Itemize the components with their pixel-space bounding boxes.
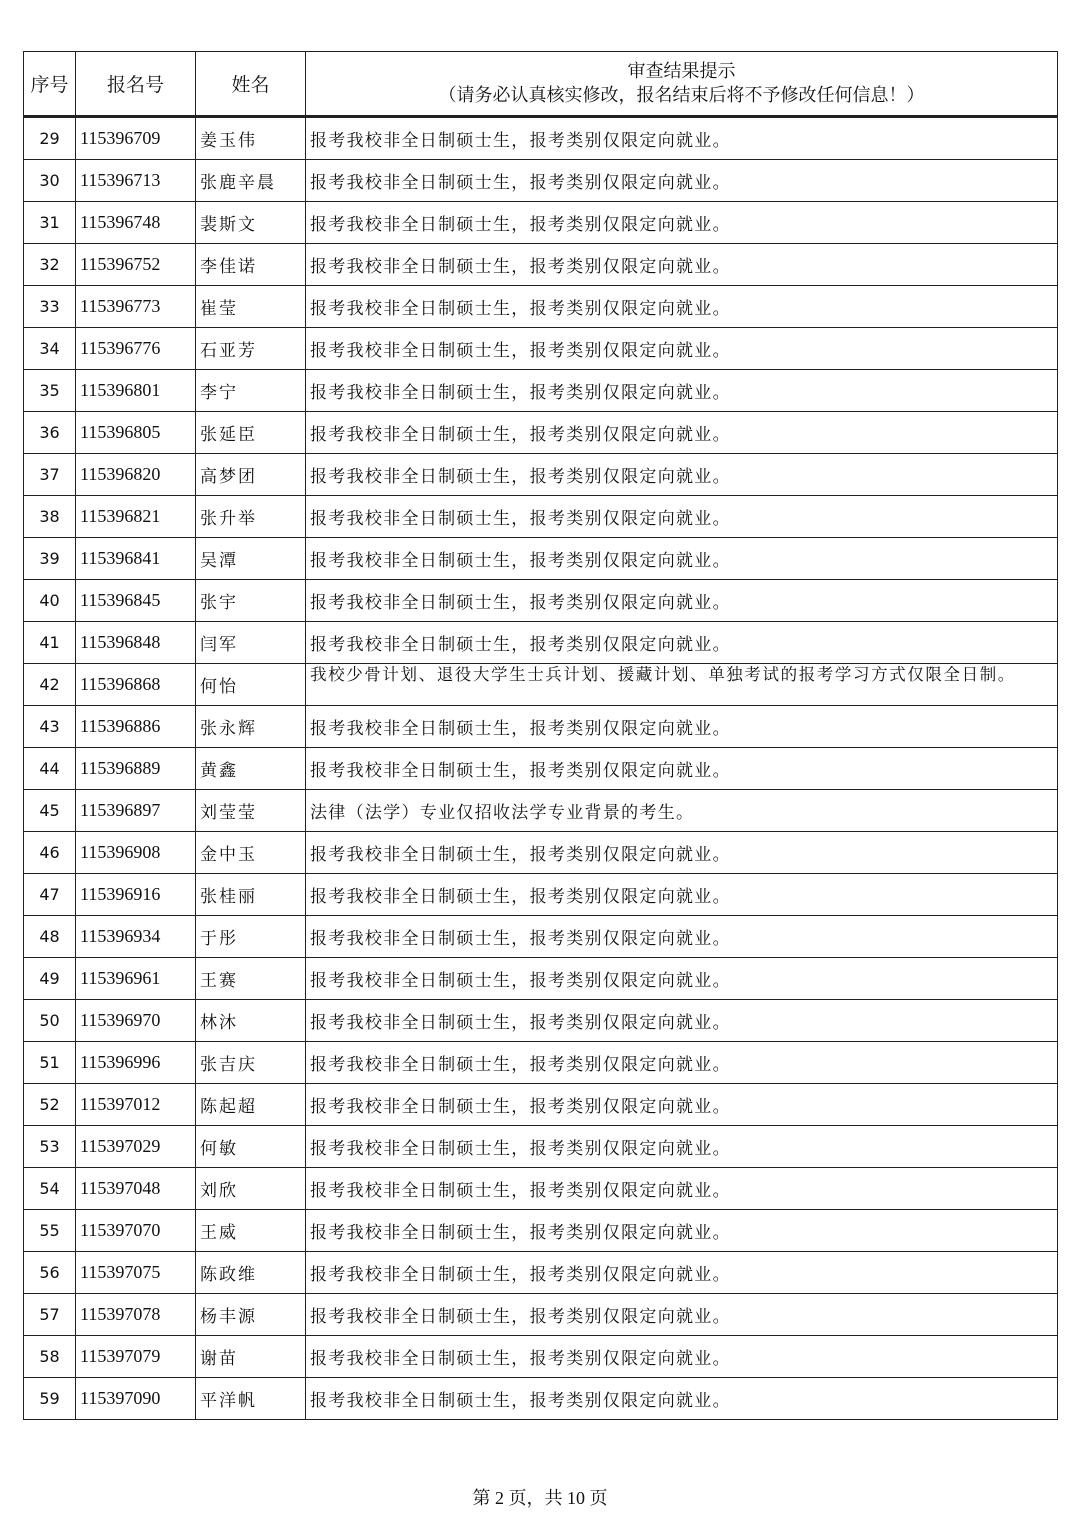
row-seq-cell: 51	[24, 1042, 76, 1084]
row-seq-cell: 35	[24, 370, 76, 412]
header-regno: 报名号	[76, 52, 196, 117]
row-review-note-cell: 报考我校非全日制硕士生，报考类别仅限定向就业。	[306, 706, 1058, 748]
row-regno-cell: 115397075	[76, 1252, 196, 1294]
row-regno-cell: 115397078	[76, 1294, 196, 1336]
row-regno-cell: 115397070	[76, 1210, 196, 1252]
row-regno-cell: 115396961	[76, 958, 196, 1000]
table-row	[24, 1336, 1058, 1378]
row-review-note-cell: 报考我校非全日制硕士生，报考类别仅限定向就业。	[306, 328, 1058, 370]
row-regno-cell: 115396848	[76, 622, 196, 664]
table-row	[24, 832, 1058, 874]
row-review-note-cell: 报考我校非全日制硕士生，报考类别仅限定向就业。	[306, 1336, 1058, 1378]
row-review-note-cell: 报考我校非全日制硕士生，报考类别仅限定向就业。	[306, 1000, 1058, 1042]
row-review-note-cell: 报考我校非全日制硕士生，报考类别仅限定向就业。	[306, 370, 1058, 412]
table-row	[24, 538, 1058, 580]
table-row	[24, 874, 1058, 916]
table-header	[24, 52, 1058, 117]
row-regno-cell: 115396868	[76, 664, 196, 706]
row-regno-cell: 115396821	[76, 496, 196, 538]
row-name-cell: 刘莹莹	[196, 790, 306, 832]
table-row	[24, 622, 1058, 664]
row-name-cell: 杨丰源	[196, 1294, 306, 1336]
row-seq-cell: 34	[24, 328, 76, 370]
row-seq-cell: 57	[24, 1294, 76, 1336]
row-name-cell: 石亚芳	[196, 328, 306, 370]
row-review-note-cell: 报考我校非全日制硕士生，报考类别仅限定向就业。	[306, 538, 1058, 580]
row-name-cell: 崔莹	[196, 286, 306, 328]
row-seq-cell: 43	[24, 706, 76, 748]
row-regno-cell: 115396886	[76, 706, 196, 748]
row-regno-cell: 115396801	[76, 370, 196, 412]
row-review-note-cell: 报考我校非全日制硕士生，报考类别仅限定向就业。	[306, 1294, 1058, 1336]
row-name-cell: 裴斯文	[196, 202, 306, 244]
row-name-cell: 平洋帆	[196, 1378, 306, 1420]
row-seq-cell: 29	[24, 117, 76, 160]
row-review-note-cell: 报考我校非全日制硕士生，报考类别仅限定向就业。	[306, 748, 1058, 790]
row-regno-cell: 115396934	[76, 916, 196, 958]
row-regno-cell: 115396805	[76, 412, 196, 454]
row-review-note-cell: 报考我校非全日制硕士生，报考类别仅限定向就业。	[306, 412, 1058, 454]
header-name: 姓名	[196, 52, 306, 117]
row-name-cell: 吴潭	[196, 538, 306, 580]
row-review-note-cell: 报考我校非全日制硕士生，报考类别仅限定向就业。	[306, 286, 1058, 328]
row-review-note-cell: 报考我校非全日制硕士生，报考类别仅限定向就业。	[306, 958, 1058, 1000]
row-seq-cell: 49	[24, 958, 76, 1000]
table-row	[24, 370, 1058, 412]
row-regno-cell: 115397012	[76, 1084, 196, 1126]
row-seq-cell: 59	[24, 1378, 76, 1420]
table-row	[24, 286, 1058, 328]
header-row	[24, 52, 1058, 117]
table-row	[24, 1126, 1058, 1168]
row-name-cell: 王赛	[196, 958, 306, 1000]
row-regno-cell: 115396970	[76, 1000, 196, 1042]
row-seq-cell: 54	[24, 1168, 76, 1210]
table-row	[24, 1168, 1058, 1210]
row-seq-cell: 55	[24, 1210, 76, 1252]
row-review-note-cell: 报考我校非全日制硕士生，报考类别仅限定向就业。	[306, 1252, 1058, 1294]
row-seq-cell: 37	[24, 454, 76, 496]
row-review-note-cell: 报考我校非全日制硕士生，报考类别仅限定向就业。	[306, 160, 1058, 202]
row-name-cell: 谢苗	[196, 1336, 306, 1378]
table-row	[24, 454, 1058, 496]
row-seq-cell: 40	[24, 580, 76, 622]
table-row	[24, 748, 1058, 790]
row-seq-cell: 31	[24, 202, 76, 244]
table-row	[24, 1084, 1058, 1126]
table-row	[24, 790, 1058, 832]
row-review-note-cell: 报考我校非全日制硕士生，报考类别仅限定向就业。	[306, 117, 1058, 160]
row-review-note-cell: 报考我校非全日制硕士生，报考类别仅限定向就业。	[306, 1084, 1058, 1126]
row-seq-cell: 58	[24, 1336, 76, 1378]
table-row	[24, 1210, 1058, 1252]
row-seq-cell: 38	[24, 496, 76, 538]
row-review-note-cell: 报考我校非全日制硕士生，报考类别仅限定向就业。	[306, 874, 1058, 916]
row-name-cell: 陈政维	[196, 1252, 306, 1294]
row-name-cell: 张升举	[196, 496, 306, 538]
row-seq-cell: 32	[24, 244, 76, 286]
row-name-cell: 闫军	[196, 622, 306, 664]
row-seq-cell: 48	[24, 916, 76, 958]
row-regno-cell: 115396713	[76, 160, 196, 202]
row-name-cell: 何怡	[196, 664, 306, 706]
row-regno-cell: 115396820	[76, 454, 196, 496]
row-regno-cell: 115396845	[76, 580, 196, 622]
row-review-note-cell: 报考我校非全日制硕士生，报考类别仅限定向就业。	[306, 1042, 1058, 1084]
row-review-note-cell: 法律（法学）专业仅招收法学专业背景的考生。	[306, 790, 1058, 832]
row-regno-cell: 115396897	[76, 790, 196, 832]
table-body	[24, 117, 1058, 1420]
row-seq-cell: 44	[24, 748, 76, 790]
row-seq-cell: 36	[24, 412, 76, 454]
row-regno-cell: 115396752	[76, 244, 196, 286]
row-review-note-cell: 报考我校非全日制硕士生，报考类别仅限定向就业。	[306, 454, 1058, 496]
row-seq-cell: 39	[24, 538, 76, 580]
row-seq-cell: 50	[24, 1000, 76, 1042]
row-name-cell: 张永辉	[196, 706, 306, 748]
row-name-cell: 王威	[196, 1210, 306, 1252]
table-row	[24, 1042, 1058, 1084]
row-regno-cell: 115396996	[76, 1042, 196, 1084]
table-row	[24, 664, 1058, 706]
header-review-note	[306, 52, 1058, 117]
header-review-note-title: 审查结果提示	[627, 60, 736, 82]
row-seq-cell: 41	[24, 622, 76, 664]
row-name-cell: 林沐	[196, 1000, 306, 1042]
row-name-cell: 张吉庆	[196, 1042, 306, 1084]
row-review-note-cell: 报考我校非全日制硕士生，报考类别仅限定向就业。	[306, 202, 1058, 244]
row-review-note-cell: 报考我校非全日制硕士生，报考类别仅限定向就业。	[306, 244, 1058, 286]
review-results-table	[23, 51, 1058, 1420]
table-row	[24, 1294, 1058, 1336]
row-regno-cell: 115396908	[76, 832, 196, 874]
row-regno-cell: 115396773	[76, 286, 196, 328]
row-review-note-cell: 报考我校非全日制硕士生，报考类别仅限定向就业。	[306, 622, 1058, 664]
row-seq-cell: 53	[24, 1126, 76, 1168]
row-regno-cell: 115396748	[76, 202, 196, 244]
row-name-cell: 张宇	[196, 580, 306, 622]
table-row	[24, 1378, 1058, 1420]
row-seq-cell: 56	[24, 1252, 76, 1294]
row-regno-cell: 115397079	[76, 1336, 196, 1378]
table-row	[24, 1252, 1058, 1294]
row-name-cell: 张延臣	[196, 412, 306, 454]
row-name-cell: 高梦团	[196, 454, 306, 496]
row-review-note-cell: 报考我校非全日制硕士生，报考类别仅限定向就业。	[306, 580, 1058, 622]
row-seq-cell: 47	[24, 874, 76, 916]
table-row	[24, 1000, 1058, 1042]
row-name-cell: 张桂丽	[196, 874, 306, 916]
row-name-cell: 于彤	[196, 916, 306, 958]
row-review-note-cell: 报考我校非全日制硕士生，报考类别仅限定向就业。	[306, 1126, 1058, 1168]
row-seq-cell: 30	[24, 160, 76, 202]
row-review-note-cell: 报考我校非全日制硕士生，报考类别仅限定向就业。	[306, 916, 1058, 958]
table-row	[24, 160, 1058, 202]
table-row	[24, 244, 1058, 286]
row-regno-cell: 115396776	[76, 328, 196, 370]
row-regno-cell: 115397048	[76, 1168, 196, 1210]
row-regno-cell: 115396889	[76, 748, 196, 790]
row-name-cell: 李宁	[196, 370, 306, 412]
row-seq-cell: 33	[24, 286, 76, 328]
table-row	[24, 496, 1058, 538]
header-seq: 序号	[24, 52, 76, 117]
table-row	[24, 202, 1058, 244]
page-number-footer: 第 2 页，共 10 页	[472, 1488, 608, 1508]
table-row	[24, 580, 1058, 622]
table-row	[24, 958, 1058, 1000]
row-name-cell: 刘欣	[196, 1168, 306, 1210]
row-regno-cell: 115397029	[76, 1126, 196, 1168]
row-seq-cell: 45	[24, 790, 76, 832]
row-review-note-cell: 报考我校非全日制硕士生，报考类别仅限定向就业。	[306, 1168, 1058, 1210]
row-review-note-cell: 我校少骨计划、退役大学生士兵计划、援藏计划、单独考试的报考学习方式仅限全日制。	[306, 664, 1058, 706]
row-regno-cell: 115396916	[76, 874, 196, 916]
row-name-cell: 陈起超	[196, 1084, 306, 1126]
row-seq-cell: 46	[24, 832, 76, 874]
row-regno-cell: 115396841	[76, 538, 196, 580]
table-row	[24, 916, 1058, 958]
row-regno-cell: 115397090	[76, 1378, 196, 1420]
table-row	[24, 706, 1058, 748]
row-review-note-cell: 报考我校非全日制硕士生，报考类别仅限定向就业。	[306, 1378, 1058, 1420]
row-review-note-cell: 报考我校非全日制硕士生，报考类别仅限定向就业。	[306, 496, 1058, 538]
row-name-cell: 张鹿辛晨	[196, 160, 306, 202]
row-name-cell: 金中玉	[196, 832, 306, 874]
header-review-note-subtitle: （请务必认真核实修改，报名结束后将不予修改任何信息！）	[438, 84, 925, 106]
table-row	[24, 328, 1058, 370]
table-row	[24, 117, 1058, 160]
row-name-cell: 何敏	[196, 1126, 306, 1168]
row-name-cell: 李佳诺	[196, 244, 306, 286]
row-name-cell: 姜玉伟	[196, 117, 306, 160]
row-seq-cell: 42	[24, 664, 76, 706]
row-seq-cell: 52	[24, 1084, 76, 1126]
row-review-note-cell: 报考我校非全日制硕士生，报考类别仅限定向就业。	[306, 1210, 1058, 1252]
row-review-note-cell: 报考我校非全日制硕士生，报考类别仅限定向就业。	[306, 832, 1058, 874]
row-regno-cell: 115396709	[76, 117, 196, 160]
table-row	[24, 412, 1058, 454]
row-name-cell: 黄鑫	[196, 748, 306, 790]
